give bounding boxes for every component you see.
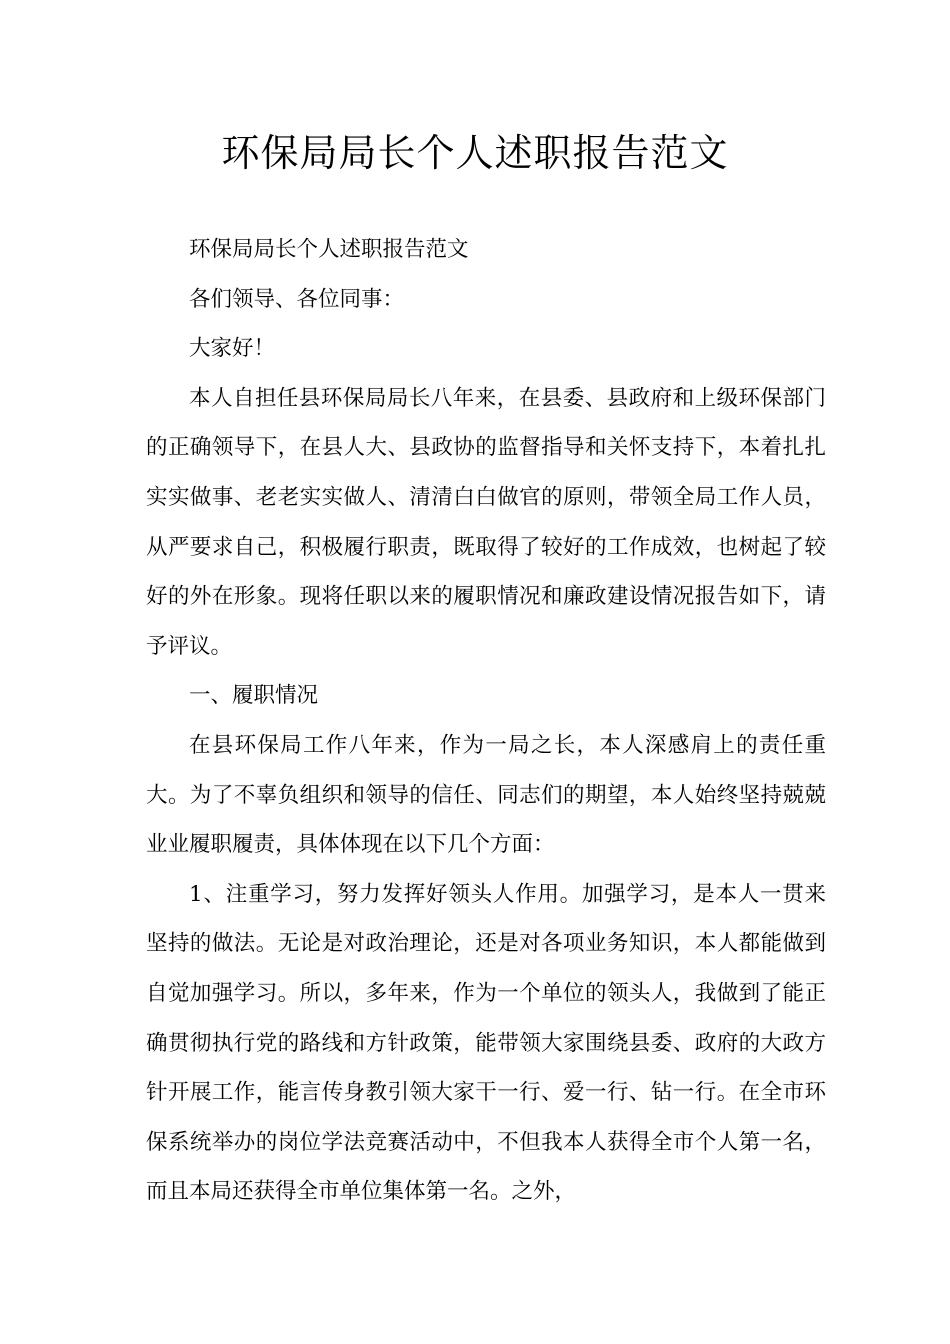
document-title: 环保局局长个人述职报告范文	[221, 131, 729, 175]
paragraph-intro: 本人自担任县环保局局长八年来，在县委、县政府和上级环保部门的正确领导下，在县人大、县政协的监督指导和关怀支持下，本着扎扎实实做事、老老实实做人、清清白白做官的原则，带领全局工作人员，从严要求自己，积极履行职责，既取得了较好的工作成效，也树起了较好的外在形象。现将任职以来的履职情况和廉政建设情况报告如下，请予评议。	[146, 385, 826, 659]
document-body	[146, 225, 826, 1217]
paragraph-salutation: 各们领导、各位同事：	[189, 286, 405, 312]
paragraph-point-1: 1、注重学习，努力发挥好领头人作用。加强学习，是本人一贯来坚持的做法。无论是对政治理论，还是对各项业务知识，本人都能做到自觉加强学习。所以，多年来，作为一个单位的领头人，我做到了能正确贯彻执行党的路线和方针政策，能带领大家围绕县委、政府的大政方针开展工作，能言传身教引领大家干一行、爱一行、钻一行。在全市环保系统举办的岗位学法竞赛活动中，不但我本人获得全市个人第一名，而且本局还获得全市单位集体第一名。之外，	[146, 881, 826, 1205]
paragraph-subtitle: 环保局局长个人述职报告范文	[189, 237, 469, 262]
section-heading: 一、履职情况	[189, 683, 319, 709]
paragraph-section-intro: 在县环保局工作八年来，作为一局之长，本人深感肩上的责任重大。为了不辜负组织和领导的信任、同志们的期望，本人始终坚持兢兢业业履职履责，具体体现在以下几个方面：	[146, 732, 826, 858]
paragraph-greeting: 大家好！	[189, 336, 276, 362]
